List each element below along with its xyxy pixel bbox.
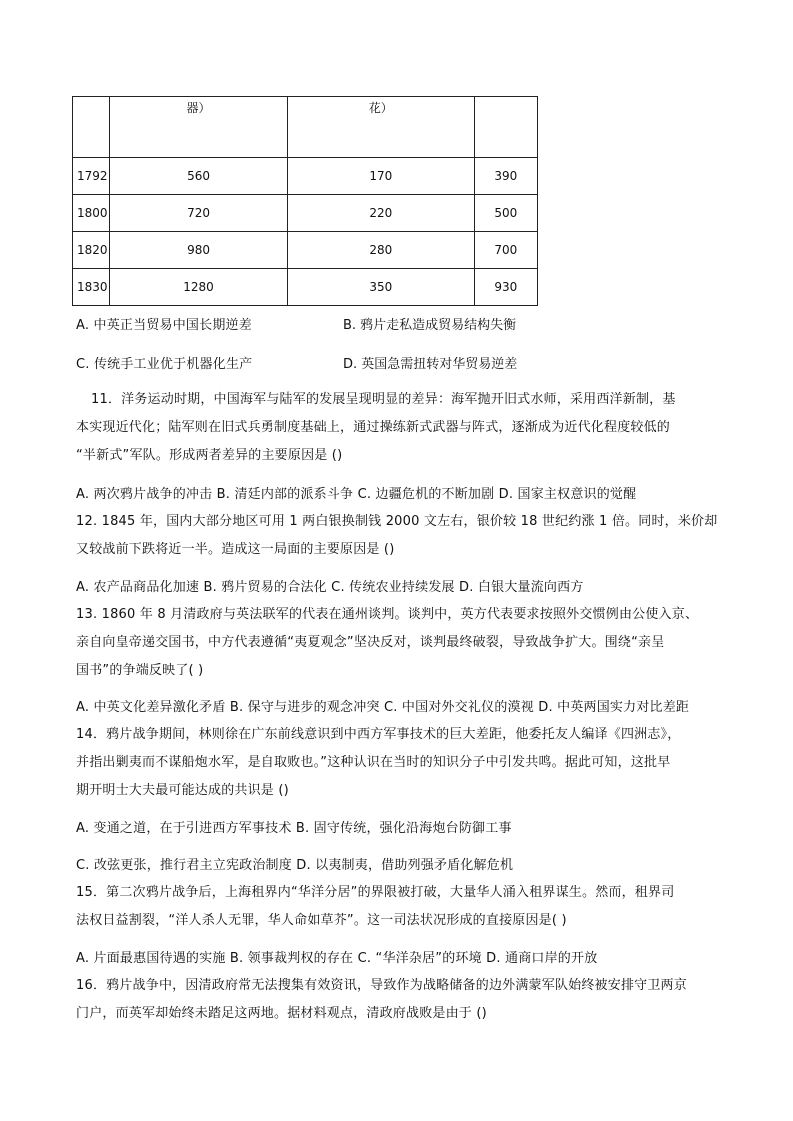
- q12-stem-line: 又较战前下跌将近一半。造成这一局面的主要原因是 (): [76, 542, 395, 557]
- q12-options: A. 农产品商品化加速 B. 鸦片贸易的合法化 C. 传统农业持续发展 D. 白银大量流向西方: [76, 580, 584, 595]
- table-cell: 980: [110, 232, 288, 269]
- q14-stem-line: 期开明士大夫最可能达成的共识是 (): [76, 783, 289, 798]
- q14-options-ab: A. 变通之道，在于引进西方军事技术 B. 固守传统，强化沿海炮台防御工事: [76, 821, 512, 836]
- q11-stem-line: 本实现近代化；陆军则在旧式兵勇制度基础上，通过操练新式武器与阵式，逐渐成为近代化程度较低的: [76, 420, 671, 435]
- table-cell: 1280: [110, 269, 288, 306]
- q15-stem-line: 15．第二次鸦片战争后，上海租界内“华洋分居”的界限被打破，大量华人涌入租界谋生。然而，租界司: [76, 885, 675, 900]
- q12-stem-line: 12. 1845 年，国内大部分地区可用 1 两白银换制钱 2000 文左右，银价较 18 世纪约涨 1 倍。同时，米价却: [76, 514, 718, 529]
- table-row: [73, 269, 538, 306]
- table-cell: 170: [287, 158, 474, 195]
- table-cell: 350: [287, 269, 474, 306]
- table-cell: 390: [474, 158, 537, 195]
- table-cell: 560: [110, 158, 288, 195]
- table-cell: 1830: [73, 269, 110, 306]
- table-row: [73, 232, 538, 269]
- q15-options: A. 片面最惠国待遇的实施 B. 领事裁判权的存在 C. “华洋杂居”的环境 D. 通商口岸的开放: [76, 951, 598, 966]
- q10-option-a: A. 中英正当贸易中国长期逆差: [76, 318, 252, 333]
- table-row: [73, 195, 538, 232]
- q14-stem-line: 并指出剿夷而不谋船炮水军，是自取败也。”这种认识在当时的知识分子中引发共鸣。据此可知，这批早: [76, 755, 671, 770]
- table-cell: 1820: [73, 232, 110, 269]
- q11-stem-line: “半新式”军队。形成两者差异的主要原因是 (): [76, 448, 343, 463]
- table-cell: 280: [287, 232, 474, 269]
- q10-option-c: C. 传统手工业优于机器化生产: [76, 357, 253, 372]
- q16-stem-line: 门户，而英军却始终未踏足这两地。据材料观点，清政府战败是由于 (): [76, 1006, 487, 1021]
- q14-stem-line: 14．鸦片战争期间，林则徐在广东前线意识到中西方军事技术的巨大差距，他委托友人编译《四洲志》，: [76, 727, 681, 742]
- q13-stem-line: 13. 1860 年 8 月清政府与英法联军的代表在通州谈判。谈判中，英方代表要求按照外交惯例由公使入京、: [76, 607, 699, 622]
- q13-stem-line: 亲自向皇帝递交国书，中方代表遵循“夷夏观念”坚决反对，谈判最终破裂，导致战争扩大。围绕“亲呈: [76, 635, 665, 650]
- table-header-cell: [73, 97, 110, 158]
- table-header-cell: 器）: [110, 97, 288, 158]
- table-header-cell: 花）: [287, 97, 474, 158]
- q10-option-d: D. 英国急需扭转对华贸易逆差: [343, 357, 518, 372]
- q11-options: A. 两次鸦片战争的冲击 B. 清廷内部的派系斗争 C. 边疆危机的不断加剧 D. 国家主权意识的觉醒: [76, 487, 637, 502]
- table-cell: 500: [474, 195, 537, 232]
- q14-options-cd: C. 改弦更张，推行君主立宪政治制度 D. 以夷制夷，借助列强矛盾化解危机: [76, 858, 514, 873]
- q15-stem-line: 法权日益割裂，“洋人杀人无罪，华人命如草芥”。这一司法状况形成的直接原因是( ): [76, 913, 567, 928]
- trade-table: [72, 96, 538, 306]
- q11-stem-line: 11．洋务运动时期，中国海军与陆军的发展呈现明显的差异：海军抛开旧式水师，采用西洋新制，基: [91, 392, 676, 407]
- q16-stem-line: 16．鸦片战争中，因清政府常无法搜集有效资讯，导致作为战略储备的边外满蒙军队始终被安排守卫两京: [76, 978, 687, 993]
- q13-stem-line: 国书”的争端反映了( ): [76, 663, 204, 678]
- table-header-cell: [474, 97, 537, 158]
- table-cell: 700: [474, 232, 537, 269]
- q10-option-b: B. 鸦片走私造成贸易结构失衡: [343, 318, 517, 333]
- table-header-row: [73, 97, 538, 158]
- table-cell: 1792: [73, 158, 110, 195]
- q13-options: A. 中英文化差异激化矛盾 B. 保守与进步的观念冲突 C. 中国对外交礼仪的漠视 D. 中英两国实力对比差距: [76, 700, 690, 715]
- table-cell: 930: [474, 269, 537, 306]
- table-cell: 720: [110, 195, 288, 232]
- table-cell: 220: [287, 195, 474, 232]
- table-cell: 1800: [73, 195, 110, 232]
- table-row: [73, 158, 538, 195]
